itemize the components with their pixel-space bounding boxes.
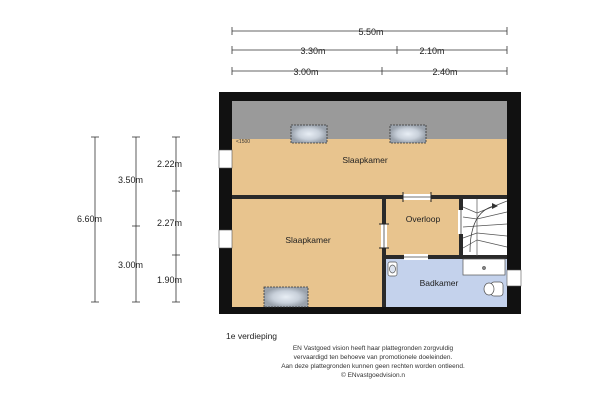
- disclaimer-line: © ENvastgoedvision.n: [340, 372, 406, 379]
- room-overloop: [386, 199, 460, 256]
- label-slaapkamer-top: Slaapkamer: [342, 155, 388, 165]
- label-badkamer: Badkamer: [419, 278, 459, 288]
- disclaimer: [228, 344, 518, 380]
- stairwell: [463, 199, 507, 256]
- disclaimer-line: EN Vastgoed vision heeft haar plattegronden zorgvuldig: [292, 345, 454, 352]
- dim-total-width: 5.50m: [358, 27, 384, 37]
- dim-width-right: 2.10m: [419, 46, 445, 56]
- dim-inner-left: 3.00m: [293, 67, 319, 77]
- label-slaapkamer-left: Slaapkamer: [285, 235, 331, 245]
- dim-depth-b: 2.27m: [157, 218, 183, 228]
- low-ceiling-zone: [232, 101, 507, 139]
- dim-depth-c: 1.90m: [157, 275, 183, 285]
- dim-depth-lower: 3.00m: [118, 260, 144, 270]
- disclaimer-line: Aan deze plattegronden kunnen geen rechten worden ontleend.: [281, 363, 465, 370]
- label-overloop: Overloop: [405, 214, 441, 224]
- disclaimer-line: vervaardigd ten behoeve van promotionele doeleinden.: [293, 354, 453, 361]
- dim-width-left: 3.30m: [300, 46, 326, 56]
- dim-inner-right: 2.40m: [432, 67, 458, 77]
- dim-depth-upper: 3.50m: [118, 175, 144, 185]
- label-height-note: <1500: [236, 139, 251, 145]
- dim-total-depth: 6.60m: [77, 214, 103, 224]
- floor-caption: 1e verdieping: [226, 331, 278, 341]
- dim-depth-a: 2.22m: [157, 159, 183, 169]
